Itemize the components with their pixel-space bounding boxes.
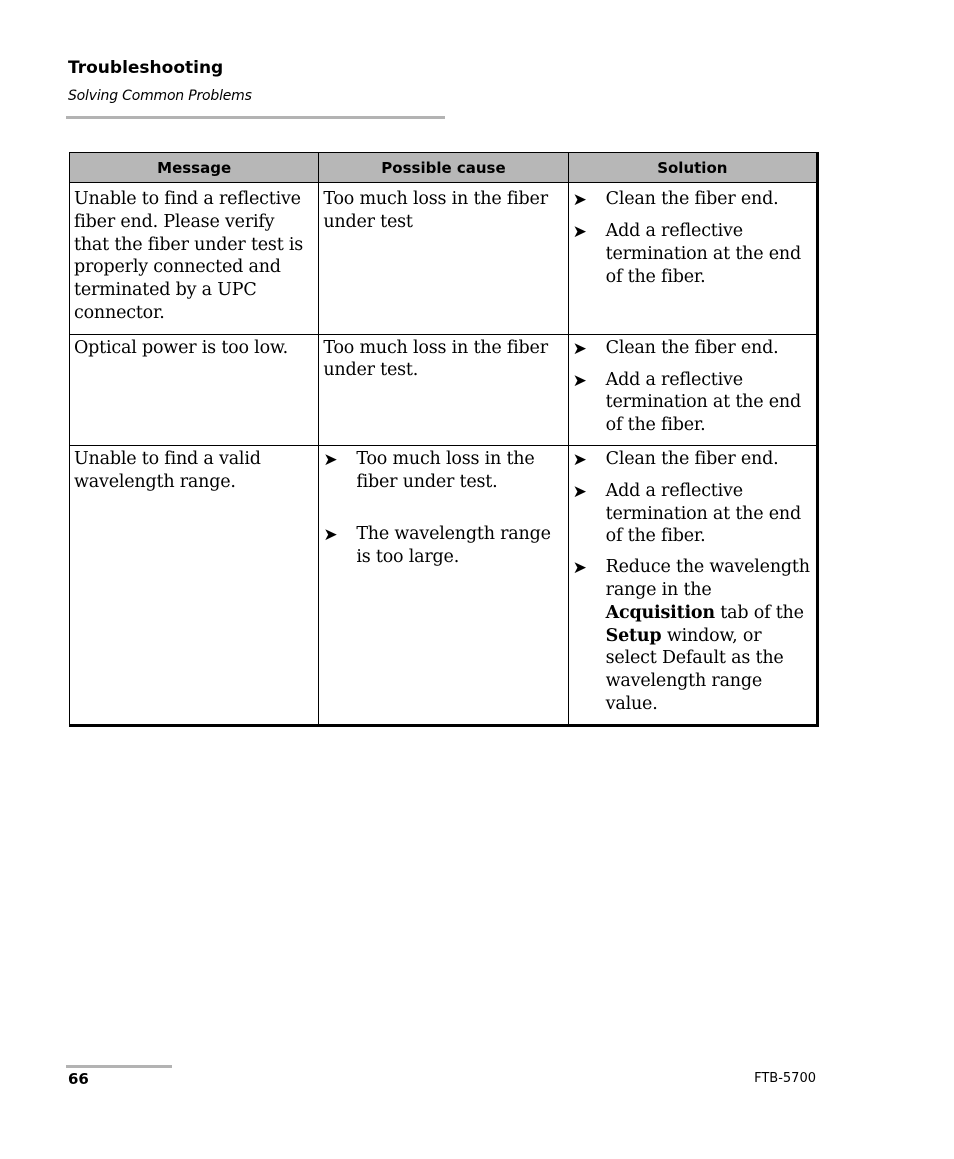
solution-item: ➤ Clean the fiber end. <box>572 337 779 359</box>
cause-item: ➤ Too much loss in the fiber under test. <box>323 448 535 492</box>
cause-item: ➤ The wavelength range is too large. <box>323 524 551 568</box>
solution-item: ➤ Add a reflective termination at the end of the fiber. <box>572 369 801 436</box>
product-name: FTB-5700 <box>754 1071 816 1086</box>
arrowhead-bullet-icon: ➤ <box>572 222 587 242</box>
cause-cell: Too much loss in the fiber under test <box>319 186 568 334</box>
section-title: Troubleshooting <box>68 58 224 78</box>
solution-cell <box>568 186 817 334</box>
arrowhead-bullet-icon: ➤ <box>572 449 587 470</box>
table-row <box>70 445 818 725</box>
solution-cell <box>568 334 817 445</box>
setup-window-reference: Setup <box>605 625 662 646</box>
arrowhead-bullet-icon: ➤ <box>572 558 587 579</box>
solution-item: ➤ Reduce the wavelength range in the Acquisition tab of the Setup window, or select Default as the wavelength range value. <box>572 557 810 715</box>
solution-item: ➤ Clean the fiber end. <box>572 189 779 210</box>
table-row <box>70 186 818 334</box>
message-cell: Unable to find a valid wavelength range. <box>70 445 319 725</box>
cause-cell: Too much loss in the fiber under test. <box>319 334 568 445</box>
footer-rule <box>66 1065 172 1068</box>
subsection-title: Solving Common Problems <box>68 88 252 104</box>
arrowhead-bullet-icon: ➤ <box>572 338 587 359</box>
arrowhead-bullet-icon: ➤ <box>323 525 338 546</box>
message-cell: Unable to find a reflective fiber end. Please verify that the fiber under test is properly connected and terminated by a UPC connector. <box>70 186 319 334</box>
arrowhead-bullet-icon: ➤ <box>572 190 587 210</box>
table-header-row <box>70 153 818 183</box>
column-header-solution: Solution <box>568 153 817 183</box>
column-header-possible-cause: Possible cause <box>319 153 568 183</box>
message-cell: Optical power is too low. <box>70 334 319 445</box>
solution-cell <box>568 445 817 725</box>
header-rule <box>66 116 445 119</box>
solution-item: ➤ Add a reflective termination at the end of the fiber. <box>572 221 801 287</box>
column-header-message: Message <box>70 153 319 183</box>
table-row <box>70 334 818 445</box>
solution-item: ➤ Clean the fiber end. <box>572 448 779 470</box>
troubleshooting-table <box>69 152 819 727</box>
arrowhead-bullet-icon: ➤ <box>323 449 338 470</box>
arrowhead-bullet-icon: ➤ <box>572 481 587 502</box>
acquisition-tab-reference: Acquisition <box>605 602 715 623</box>
solution-item: ➤ Add a reflective termination at the end of the fiber. <box>572 480 801 547</box>
arrowhead-bullet-icon: ➤ <box>572 370 587 391</box>
cause-cell <box>319 445 568 725</box>
page-number: 66 <box>68 1070 89 1088</box>
